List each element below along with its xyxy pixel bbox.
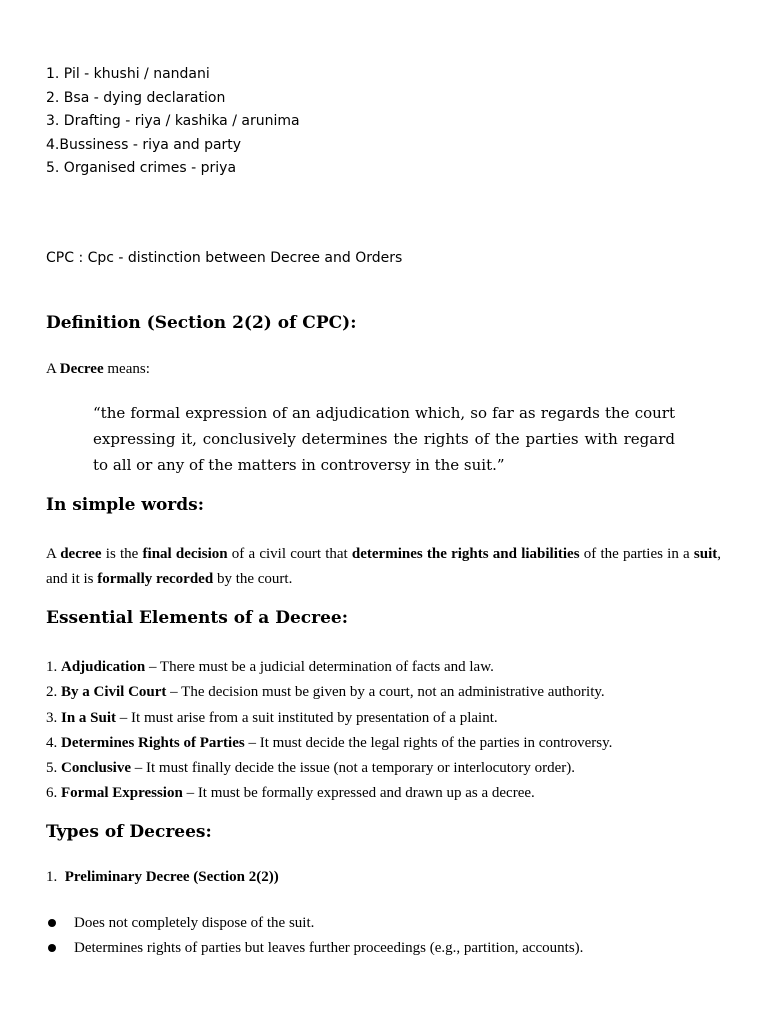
text-run: by the court. xyxy=(213,571,293,587)
item-title: In a Suit xyxy=(61,709,117,726)
cpc-topic-line: CPC : Cpc - distinction between Decree and Orders xyxy=(46,250,403,266)
item-title: Determines Rights of Parties xyxy=(61,734,245,751)
text-run: of the parties in a xyxy=(579,546,694,562)
intro-rest: means: xyxy=(103,361,150,377)
simple-words-heading: In simple words: xyxy=(46,495,204,515)
list-item xyxy=(46,756,612,781)
item-number: 1. xyxy=(46,869,65,885)
list-item xyxy=(46,680,612,705)
item-text: – It must be formally expressed and drawn up as a decree. xyxy=(182,785,535,802)
todo-item: 5. Organised crimes - priya xyxy=(46,160,237,176)
item-title: Adjudication xyxy=(61,659,146,675)
list-item xyxy=(46,781,612,806)
item-number: 4. xyxy=(46,734,61,751)
item-text: – It must finally decide the issue (not a temporary or interlocutory order). xyxy=(131,760,576,777)
text-run: of a civil court that xyxy=(227,546,352,562)
item-title: Formal Expression xyxy=(61,785,183,802)
simple-words-paragraph xyxy=(46,542,721,592)
item-text: – It must decide the legal rights of the parties in controversy. xyxy=(244,734,613,751)
intro-decree-bold: Decree xyxy=(59,361,104,377)
bold-run: determines the rights and liabilities xyxy=(351,546,580,562)
text-run: A xyxy=(46,546,61,562)
item-number: 5. xyxy=(46,760,61,777)
intro-a: A xyxy=(46,361,60,377)
text-run: is the xyxy=(101,546,143,562)
todo-item: 4.Bussiness - riya and party xyxy=(46,136,242,153)
bullet-list xyxy=(46,911,583,960)
list-item xyxy=(46,655,612,680)
essential-elements-heading: Essential Elements of a Decree: xyxy=(46,608,348,628)
item-text: – There must be a judicial determination of facts and law. xyxy=(145,659,494,675)
todo-list xyxy=(46,63,300,181)
type-item-preliminary xyxy=(46,869,279,886)
item-text: – It must arise from a suit instituted by presentation of a plaint. xyxy=(116,709,498,726)
bullet-item xyxy=(46,936,583,961)
item-title: Preliminary Decree (Section 2(2)) xyxy=(64,869,279,885)
todo-item: 2. Bsa - dying declaration xyxy=(46,89,226,106)
bold-run: final decision xyxy=(142,546,228,562)
bold-run: suit xyxy=(693,546,718,562)
item-number: 1. xyxy=(46,659,61,675)
bullet-item xyxy=(46,911,583,936)
definition-quote: “the formal expression of an adjudication which, so far as regards the court expressing it, conclusively determines the rights of the parties with regard to all or any of the matters in controversy in the suit.” xyxy=(93,404,675,474)
types-heading: Types of Decrees: xyxy=(46,822,212,842)
text-run: , and it is xyxy=(46,546,721,587)
item-title: By a Civil Court xyxy=(61,684,167,701)
bullet-text: Determines rights of parties but leaves further proceedings (e.g., partition, accounts). xyxy=(74,939,584,956)
definition-heading: Definition (Section 2(2) of CPC): xyxy=(46,313,357,333)
bold-run: formally recorded xyxy=(97,571,214,587)
item-text: – The decision must be given by a court, not an administrative authority. xyxy=(166,684,605,701)
todo-item: 3. Drafting - riya / kashika / arunima xyxy=(46,113,300,129)
item-number: 3. xyxy=(46,709,61,726)
bullet-icon xyxy=(48,944,56,952)
item-title: Conclusive xyxy=(61,760,132,777)
bold-run: decree xyxy=(60,546,102,562)
todo-item: 1. Pil - khushi / nandani xyxy=(46,66,210,82)
decree-intro xyxy=(46,361,150,378)
bullet-icon xyxy=(48,919,56,927)
item-number: 6. xyxy=(46,785,61,802)
list-item xyxy=(46,706,612,731)
essential-elements-list xyxy=(46,655,612,807)
item-number: 2. xyxy=(46,684,61,701)
list-item xyxy=(46,731,612,756)
bullet-text: Does not completely dispose of the suit. xyxy=(74,915,315,931)
